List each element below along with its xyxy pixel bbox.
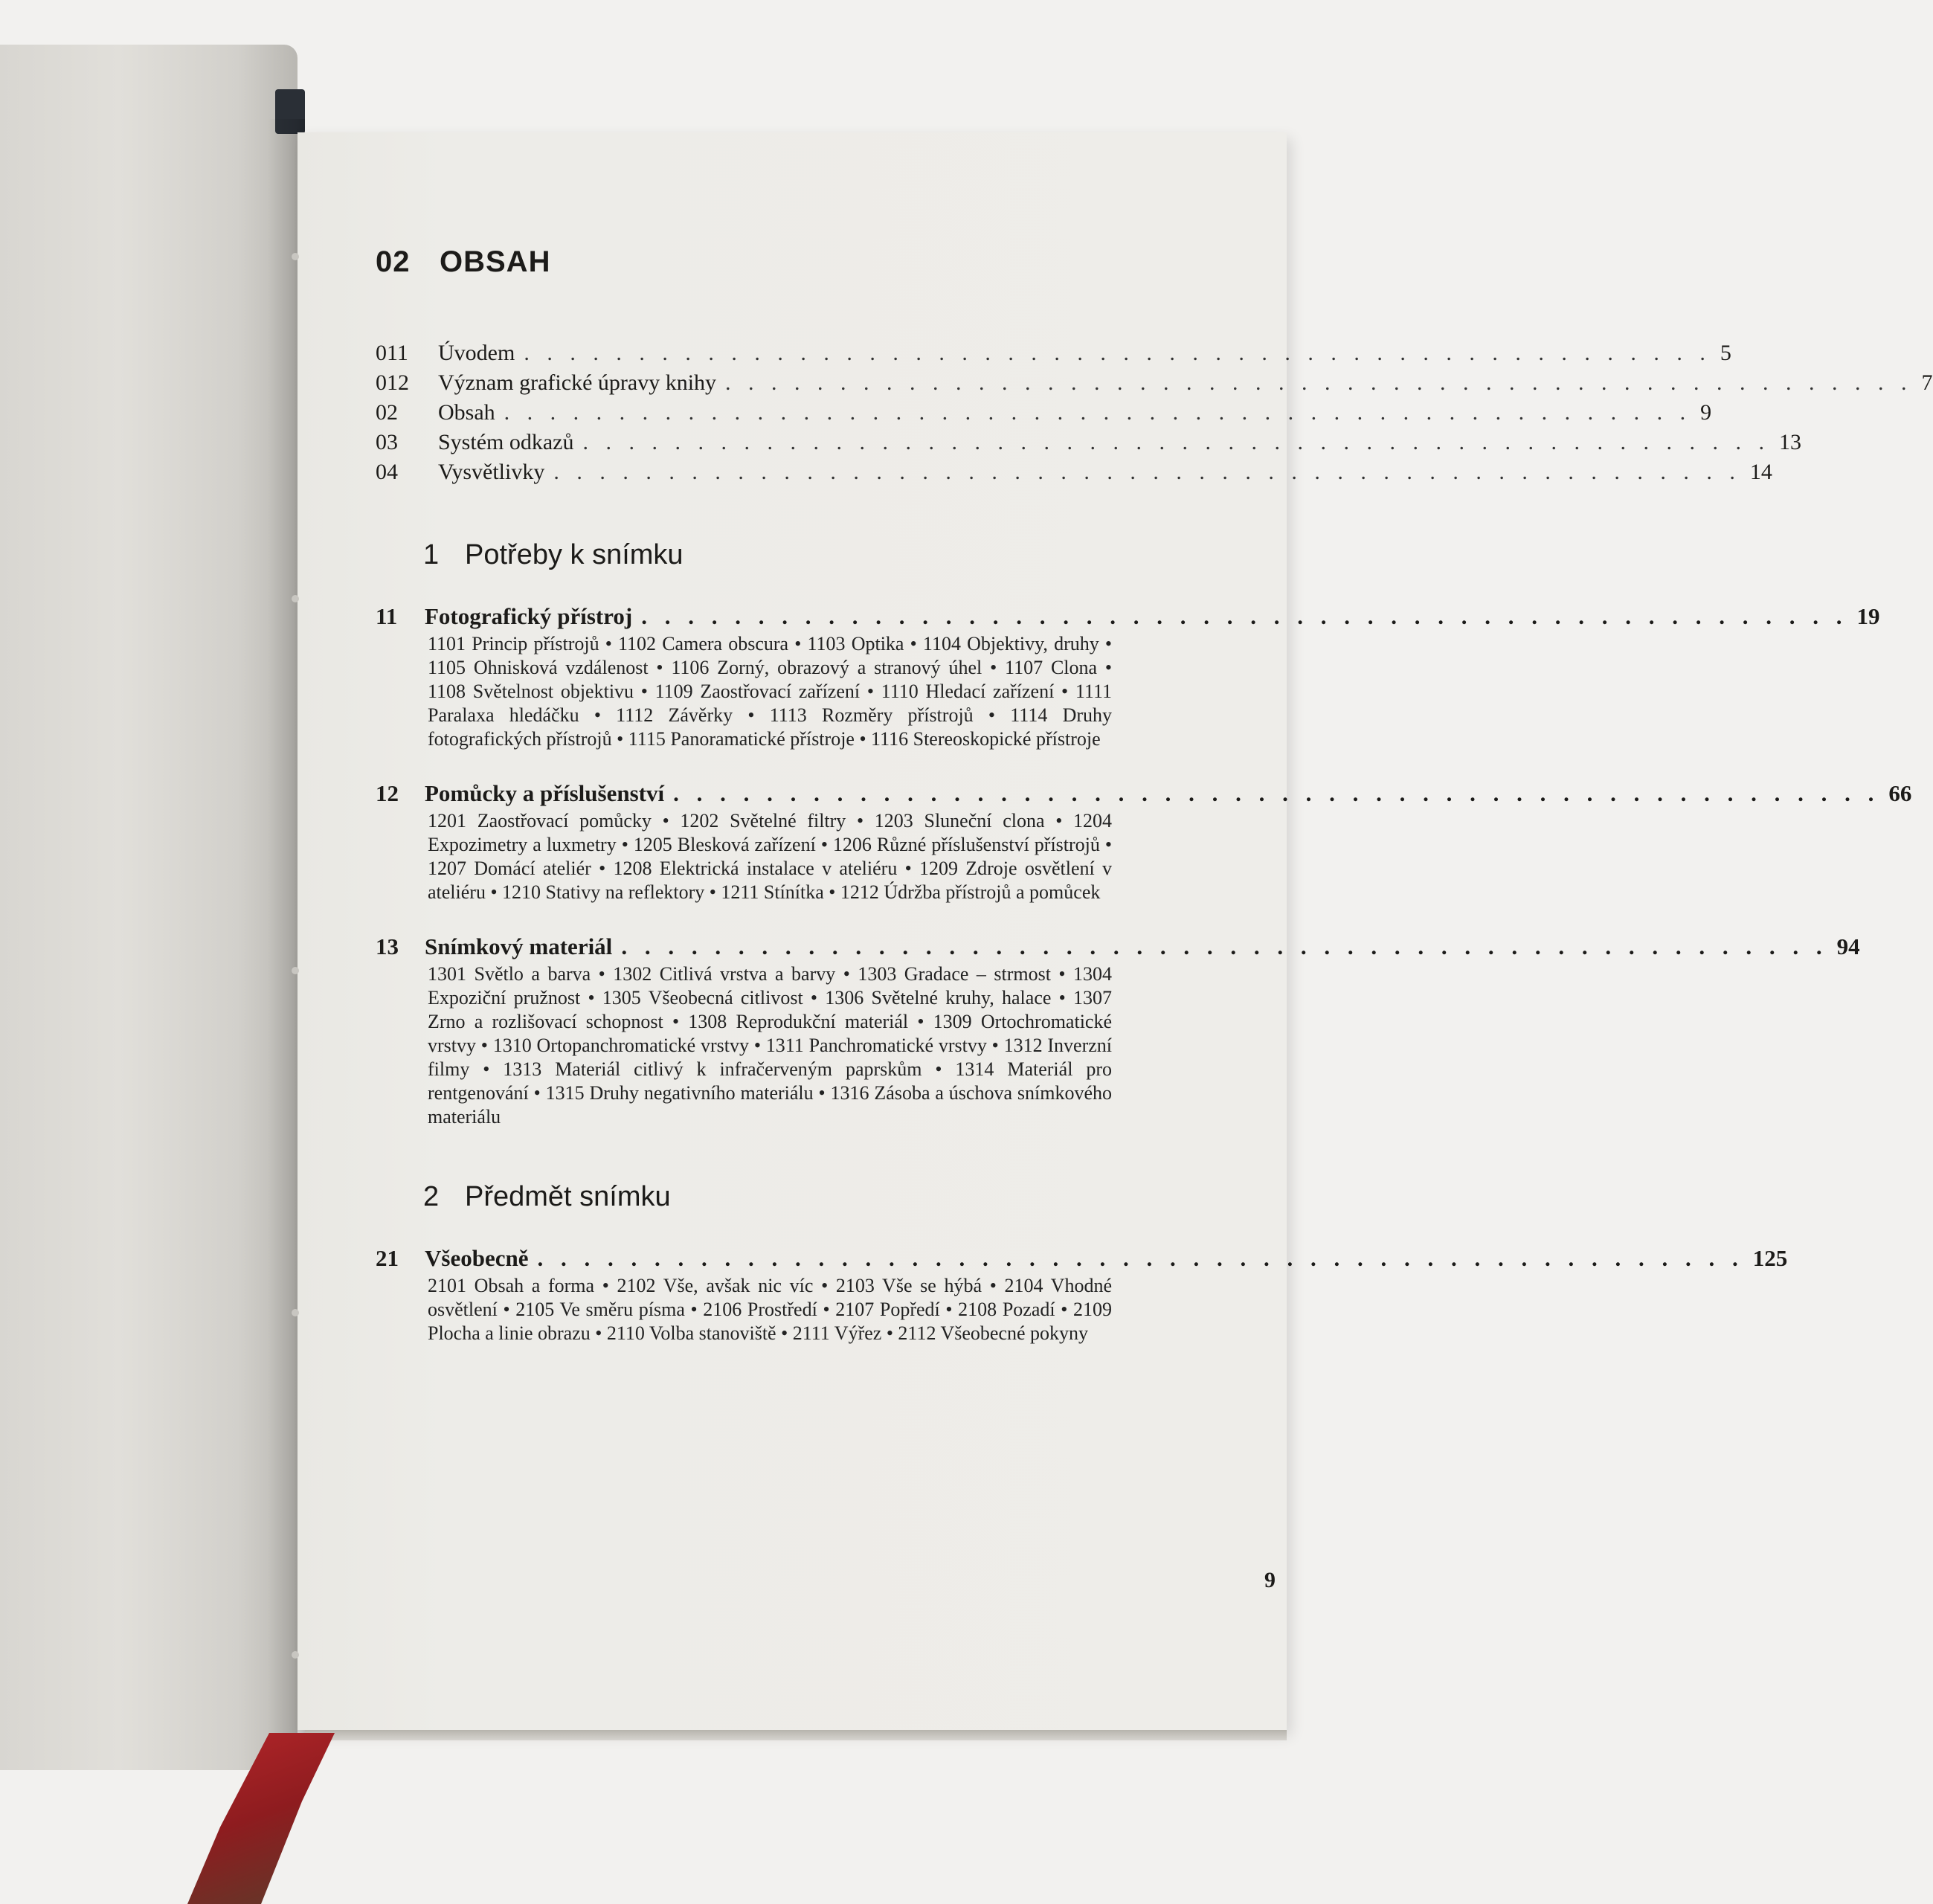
dot-leader: . . . . . . . . . . . . . . . . . . . . . . . . . . . . . . . . . . . . . . . . . . . . . . . . . . . .	[725, 370, 1913, 395]
entry-title: Všeobecně	[425, 1245, 529, 1271]
stitch-hole	[292, 253, 299, 260]
entry-number: 13	[376, 933, 399, 959]
section-title: Předmět snímku	[465, 1181, 671, 1212]
entry-subtopics: 1101 Princip přístrojů • 1102 Camera obscura • 1103 Optika • 1104 Objektivy, druhy • 1105 Ohnisková vzdálenost • 1106 Zorný, obrazový a stranový úhel • 1107 Clona • 1108 Světelnost objektivu • 1109 Zaostřovací zařízení • 1110 Hledací zařízení • 1111 Paralaxa hledáčku • 1112 Závěrky • 1113 Rozměry přístrojů • 1114 Druhy fotografických přístrojů • 1115 Panoramatické přístroje • 1116 Stereoskopické přístroje	[428, 633, 1112, 750]
toc-page: 13	[1778, 430, 1801, 454]
toc-page: 5	[1720, 341, 1731, 365]
stitch-hole	[292, 595, 299, 602]
toc-row[interactable]	[376, 398, 1712, 428]
toc-number: 011	[376, 341, 408, 365]
dot-leader: . . . . . . . . . . . . . . . . . . . . . . . . . . . . . . . . . . . . . . . . . . . . . . . . . . . .	[524, 341, 1711, 365]
entry-heading	[376, 601, 1880, 632]
toc-title: Úvodem	[438, 341, 515, 365]
section-heading	[423, 1181, 1164, 1213]
toc-page: 14	[1749, 460, 1772, 484]
entry-heading	[376, 778, 1912, 809]
dot-leader: . . . . . . . . . . . . . . . . . . . . . . . . . . . . . . . . . . . . . . . . . . . . . . . . . . . .	[641, 603, 1848, 629]
entry-number: 12	[376, 780, 399, 806]
toc-number: 03	[376, 430, 398, 454]
entry-page: 94	[1836, 933, 1860, 959]
binding-stitches	[292, 253, 300, 1740]
section-number: 1	[423, 539, 440, 570]
dot-leader: . . . . . . . . . . . . . . . . . . . . . . . . . . . . . . . . . . . . . . . . . . . . . . . . . . . .	[537, 1245, 1744, 1271]
chapter-heading	[376, 245, 1164, 279]
chapter-title: OBSAH	[440, 245, 551, 278]
chapter-number: 02	[376, 245, 411, 278]
entry-title: Snímkový materiál	[425, 933, 613, 959]
toc-title: Vysvětlivky	[438, 460, 545, 484]
dot-leader: . . . . . . . . . . . . . . . . . . . . . . . . . . . . . . . . . . . . . . . . . . . . . . . . . . . .	[673, 780, 1880, 806]
toc-title: Význam grafické úpravy knihy	[438, 370, 717, 395]
toc-entry[interactable]	[376, 601, 1880, 751]
entry-subtopics: 1201 Zaostřovací pomůcky • 1202 Světelné filtry • 1203 Sluneční clona • 1204 Expozimetry a luxmetry • 1205 Blesková zařízení • 1206 Různé příslušenství přístrojů • 1207 Domácí ateliér • 1208 Elektrická instalace v ateliéru • 1209 Zdroje osvětlení v ateliéru • 1210 Stativy na reflektory • 1211 Stínítka • 1212 Údržba přístrojů a pomůcek	[428, 810, 1112, 903]
dot-leader: . . . . . . . . . . . . . . . . . . . . . . . . . . . . . . . . . . . . . . . . . . . . . . . . . . . .	[553, 460, 1741, 484]
entry-subtopics: 1301 Světlo a barva • 1302 Citlivá vrstva a barvy • 1303 Gradace – strmost • 1304 Expoziční pružnost • 1305 Všeobecná citlivost • 1306 Světelné kruhy, halace • 1307 Zrno a rozlišovací schopnost • 1308 Reprodukční materiál • 1309 Ortochromatické vrstvy • 1310 Ortopanchromatické vrstvy • 1311 Panchromatické vrstvy • 1312 Inverzní filmy • 1313 Materiál citlivý k infračerveným paprskům • 1314 Materiál pro rentgenování • 1315 Druhy negativního materiálu • 1316 Zásoba a úschova snímkového materiálu	[428, 963, 1112, 1128]
section-heading	[423, 539, 1164, 571]
toc-entry[interactable]	[376, 1243, 1788, 1345]
toc-row[interactable]	[376, 428, 1801, 457]
entry-subtopics: 2101 Obsah a forma • 2102 Vše, avšak nic víc • 2103 Vše se hýbá • 2104 Vhodné osvětlení • 2105 Ve směru písma • 2106 Prostředí • 2107 Popředí • 2108 Pozadí • 2109 Plocha a linie obrazu • 2110 Volba stanoviště • 2111 Výřez • 2112 Všeobecné pokyny	[428, 1275, 1112, 1344]
stitch-hole	[292, 967, 299, 974]
entry-page: 66	[1888, 780, 1912, 806]
left-facing-page	[0, 45, 297, 1770]
toc-row[interactable]	[376, 338, 1731, 368]
toc-number: 012	[376, 370, 409, 395]
entry-heading	[376, 931, 1860, 962]
entry-heading	[376, 1243, 1788, 1274]
toc-entry[interactable]	[376, 778, 1912, 904]
toc-title: Systém odkazů	[438, 430, 574, 454]
toc-number: 04	[376, 460, 398, 484]
entry-number: 21	[376, 1245, 399, 1271]
toc-number: 02	[376, 400, 398, 425]
entry-title: Fotografický přístroj	[425, 603, 633, 629]
toc-content	[376, 245, 1933, 1372]
front-matter-list	[376, 338, 1933, 487]
toc-page: 9	[1700, 400, 1712, 425]
section-title: Potřeby k snímku	[465, 539, 684, 570]
section-number: 2	[423, 1181, 440, 1212]
dot-leader: . . . . . . . . . . . . . . . . . . . . . . . . . . . . . . . . . . . . . . . . . . . . . . . . . . . .	[582, 430, 1770, 454]
stitch-hole	[292, 1309, 299, 1316]
toc-row[interactable]	[376, 457, 1772, 487]
entry-page: 125	[1752, 1245, 1788, 1271]
page-number: 9	[1264, 1568, 1276, 1592]
toc-row[interactable]	[376, 368, 1933, 398]
toc-title: Obsah	[438, 400, 495, 425]
entry-title: Pomůcky a příslušenství	[425, 780, 665, 806]
page-stack-edge	[305, 1730, 1287, 1740]
toc-entry[interactable]	[376, 931, 1860, 1129]
entry-number: 11	[376, 603, 398, 629]
entry-page: 19	[1856, 603, 1880, 629]
stitch-hole	[292, 1651, 299, 1659]
toc-page: 7	[1921, 370, 1933, 395]
dot-leader: . . . . . . . . . . . . . . . . . . . . . . . . . . . . . . . . . . . . . . . . . . . . . . . . . . . .	[621, 933, 1828, 959]
dot-leader: . . . . . . . . . . . . . . . . . . . . . . . . . . . . . . . . . . . . . . . . . . . . . . . . . . . .	[504, 400, 1692, 425]
